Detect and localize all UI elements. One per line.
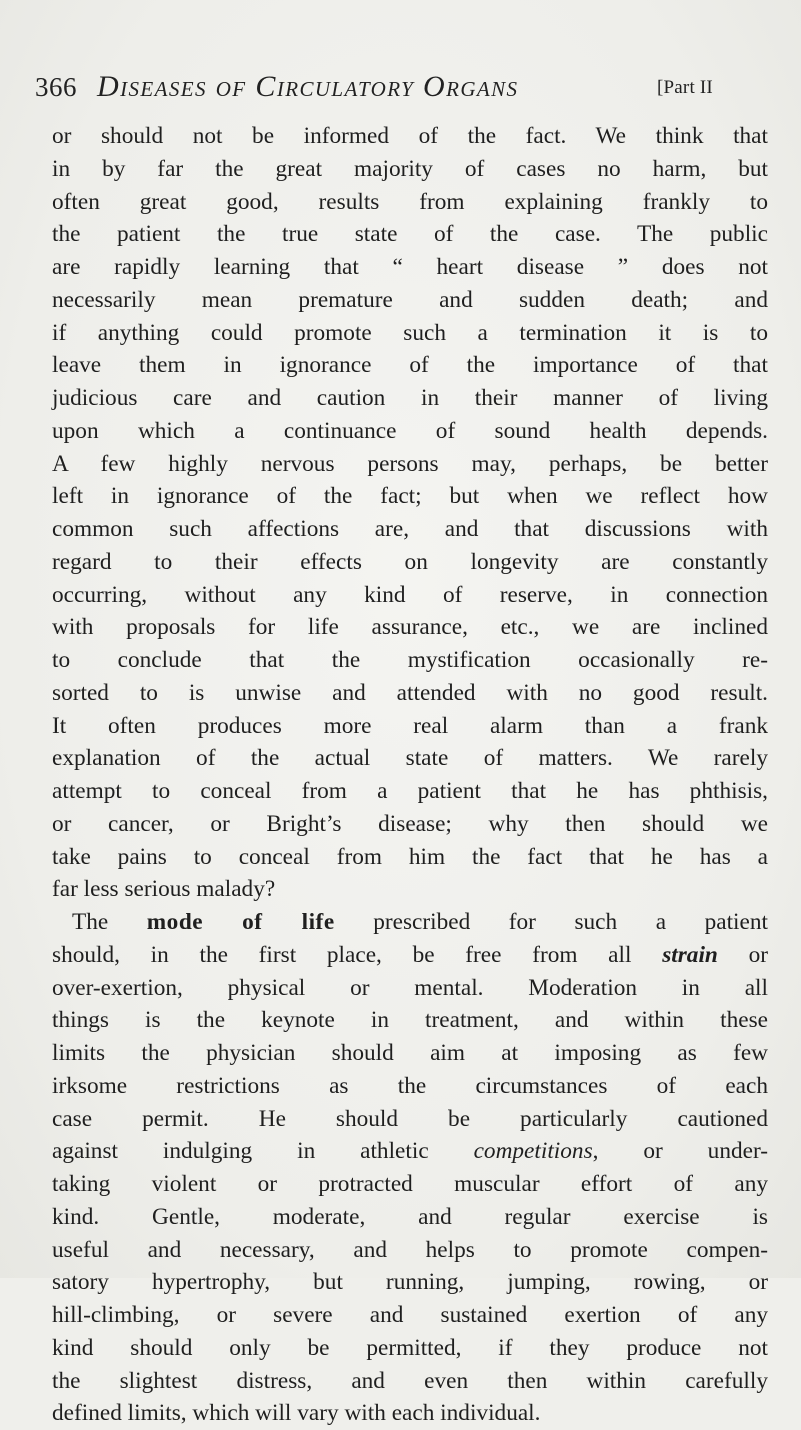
mode-of-life-heading: mode of life xyxy=(146,909,335,935)
text-line: if anything could promote such a termination it is to xyxy=(52,319,768,346)
text-line: necessarily mean premature and sudden death; and xyxy=(52,286,768,313)
text-line: or should not be informed of the fact. We think that xyxy=(52,123,768,149)
text-line: kind should only be permitted, if they produce not xyxy=(52,1334,768,1361)
text-segment: , or under- xyxy=(592,1138,769,1165)
text-line: limits the physician should aim at imposing as few xyxy=(52,1040,768,1066)
text-line: kind. Gentle, moderate, and regular exercise is xyxy=(52,1203,768,1230)
emphasis-strain: strain xyxy=(662,941,718,968)
part-label: [Part II xyxy=(657,77,713,98)
text-line: A few highly nervous persons may, perhaps, be better xyxy=(52,450,768,477)
text-line: or cancer, or Bright’s disease; why then should we xyxy=(52,810,768,837)
text-line: are rapidly learning that “ heart disease ” does not xyxy=(52,254,768,280)
text-line: over-exertion, physical or mental. Moderation in all xyxy=(52,974,768,1001)
page-number: 366 xyxy=(35,72,77,102)
text-line: useful and necessary, and helps to promote compen- xyxy=(52,1236,768,1263)
text-line xyxy=(52,1135,768,1168)
emphasis-competitions: competitions xyxy=(473,1138,593,1165)
running-head xyxy=(35,72,780,106)
text-line xyxy=(52,906,768,939)
text-line: far less serious malady? xyxy=(52,876,276,903)
text-line: sorted to is unwise and attended with no good result. xyxy=(52,679,768,706)
running-title: Diseases of Circulatory Organs xyxy=(97,70,519,103)
text-line: the patient the true state of the case. The public xyxy=(52,221,768,248)
text-line: regard to their effects on longevity are constantly xyxy=(52,548,768,575)
text-line: attempt to conceal from a patient that he has phthisis, xyxy=(52,778,768,804)
body-text xyxy=(52,120,768,1430)
text-line: leave them in ignorance of the importance of that xyxy=(52,352,768,379)
text-line: left in ignorance of the fact; but when we reflect how xyxy=(52,483,768,510)
text-segment: prescribed for such a patient xyxy=(334,909,768,935)
text-line: defined limits, which will vary with each individual. xyxy=(52,1400,541,1427)
text-line: upon which a continuance of sound health depends. xyxy=(52,417,768,444)
text-line xyxy=(52,939,768,972)
text-line: in by far the great majority of cases no harm, but xyxy=(52,155,768,182)
text-segment: against indulging in athletic xyxy=(52,1138,474,1165)
text-line: case permit. He should be particularly cautioned xyxy=(52,1105,768,1132)
text-line: occurring, without any kind of reserve, in connection xyxy=(52,581,768,608)
text-line: taking violent or protracted muscular effort of any xyxy=(52,1171,768,1197)
text-line: to conclude that the mystification occasionally re- xyxy=(52,647,768,673)
text-line: hill-climbing, or severe and sustained exertion of any xyxy=(52,1302,768,1328)
text-line: judicious care and caution in their manner of living xyxy=(52,385,768,411)
text-line: It often produces more real alarm than a frank xyxy=(52,712,768,739)
text-line: common such affections are, and that discussions with xyxy=(52,516,768,542)
text-line: the slightest distress, and even then within carefully xyxy=(52,1367,768,1394)
text-line: irksome restrictions as the circumstances of each xyxy=(52,1072,768,1099)
text-segment: or xyxy=(717,941,768,968)
text-line: often great good, results from explaining frankly to xyxy=(52,188,768,215)
text-line: with proposals for life assurance, etc., we are inclined xyxy=(52,614,768,641)
text-segment: should, in the first place, be free from all xyxy=(52,941,663,968)
text-segment: The xyxy=(72,909,147,935)
text-line: satory hypertrophy, but running, jumping, rowing, or xyxy=(52,1269,768,1296)
text-line: things is the keynote in treatment, and within these xyxy=(52,1007,768,1034)
text-line: take pains to conceal from him the fact that he has a xyxy=(52,843,768,870)
text-line: explanation of the actual state of matters. We rarely xyxy=(52,745,768,772)
